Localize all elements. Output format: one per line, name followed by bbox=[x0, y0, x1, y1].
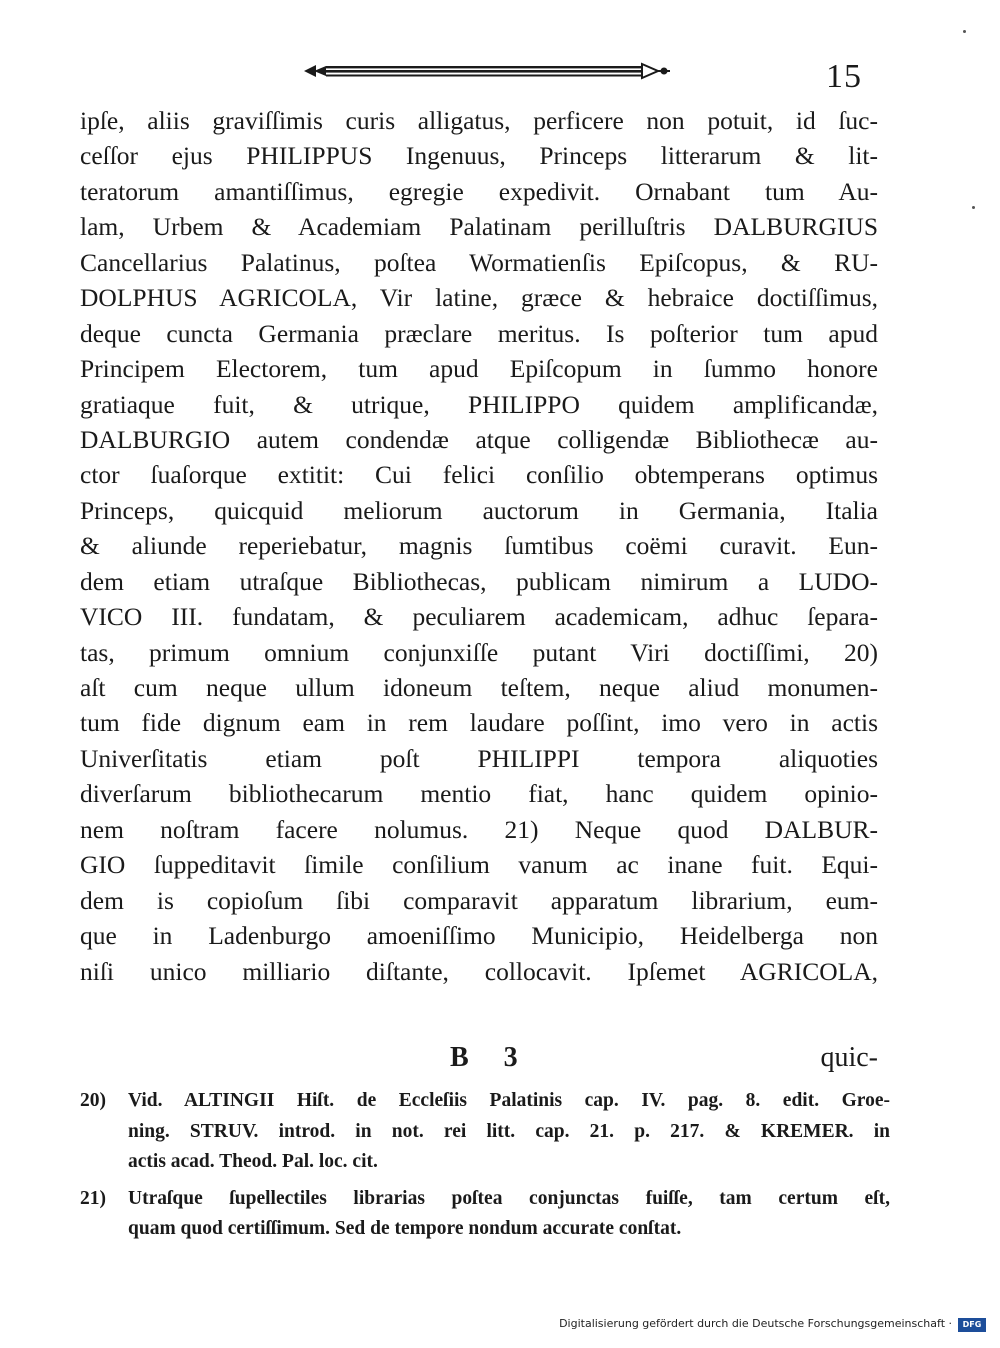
footnotes bbox=[80, 1086, 890, 1251]
text-line: lam, Urbem & Academiam Palatinam perilluſtris DALBURGIUS bbox=[80, 212, 878, 242]
text-line: tas, primum omnium conjunxiſſe putant Viri doctiſſimi, 20) bbox=[80, 637, 878, 667]
text-line: dem is copioſum ſibi comparavit apparatum librarium, eum- bbox=[80, 885, 878, 915]
footnote-number: 20) bbox=[80, 1090, 106, 1111]
text-line: DALBURGIO autem condendæ atque colligendæ Bibliothecæ au- bbox=[80, 424, 878, 454]
text-line: nem noſtram facere nolumus. 21) Neque quod DALBUR- bbox=[80, 814, 878, 844]
footnote bbox=[80, 1086, 890, 1178]
text-line: Princeps, quicquid meliorum auctorum in Germania, Italia bbox=[80, 495, 878, 525]
text-line: & aliunde reperiebatur, magnis ſumtibus coëmi curavit. Eun- bbox=[80, 531, 878, 561]
text-line: deque cuncta Germania præclare meritus. Is poſterior tum apud bbox=[80, 318, 878, 348]
dfg-logo: DFG bbox=[958, 1318, 986, 1332]
footnote-line: Vid. ALTINGII Hiſt. de Eccleſiis Palatinis cap. IV. pag. 8. edit. Groe- bbox=[128, 1090, 890, 1111]
footnote-line: actis acad. Theod. Pal. loc. cit. bbox=[128, 1151, 378, 1172]
footnote-line: quam quod certiſſimum. Sed de tempore nondum accurate conſtat. bbox=[128, 1218, 682, 1239]
footnote bbox=[80, 1184, 890, 1245]
text-line: diverſarum bibliothecarum mentio fiat, hanc quidem opinio- bbox=[80, 779, 878, 809]
text-line: ceſſor ejus PHILIPPUS Ingenuus, Princeps litterarum & lit- bbox=[80, 141, 878, 171]
body-text bbox=[80, 103, 878, 989]
text-line: teratorum amantiſſimus, egregie expedivit. Ornabant tum Au- bbox=[80, 176, 878, 206]
footnote-number: 21) bbox=[80, 1187, 106, 1209]
text-line: DOLPHUS AGRICOLA, Vir latine, græce & hebraice doctiſſimus, bbox=[80, 283, 878, 313]
text-line: gratiaque fuit, & utrique, PHILIPPO quidem amplificandæ, bbox=[80, 389, 878, 419]
text-line: tum fide dignum eam in rem laudare poſſint, imo vero in actis bbox=[80, 708, 878, 738]
text-line: Univerſitatis etiam poſt PHILIPPI tempora aliquoties bbox=[80, 743, 878, 773]
footnote-line: ning. STRUV. introd. in not. rei litt. cap. 21. p. 217. & KREMER. in bbox=[128, 1120, 890, 1142]
text-line: Principem Electorem, tum apud Epiſcopum in ſummo honore bbox=[80, 354, 878, 384]
text-line: Cancellarius Palatinus, poſtea Wormatienſis Epiſcopus, & RU- bbox=[80, 247, 878, 277]
catchword: quic- bbox=[820, 1042, 878, 1073]
text-line: niſi unico milliario diſtante, collocavit. Ipſemet AGRICOLA, bbox=[80, 956, 878, 986]
text-line: ctor ſuaſorque extitit: Cui felici conſilio obtemperans optimus bbox=[80, 460, 878, 490]
text-line: VICO III. fundatam, & peculiarem academicam, adhuc ſepara- bbox=[80, 602, 878, 632]
signature-mark: B 3 bbox=[450, 1042, 532, 1073]
text-line: que in Ladenburgo amoeniſſimo Municipio, Heidelberga non bbox=[80, 921, 878, 951]
text-line: dem etiam utraſque Bibliothecas, publicam nimirum a LUDO- bbox=[80, 566, 878, 596]
scan-speck bbox=[972, 206, 975, 209]
scan-speck bbox=[963, 30, 966, 33]
text-line: GIO ſuppeditavit ſimile conſilium vanum ac inane fuit. Equi- bbox=[80, 850, 878, 880]
digitization-credit: Digitalisierung gefördert durch die Deutsche Forschungsgemeinschaft · bbox=[559, 1317, 952, 1330]
footnote-line: Utraſque ſupellectiles librarias poſtea conjunctas fuiſſe, tam certum eſt, bbox=[128, 1187, 890, 1209]
text-line: ipſe, aliis graviſſimis curis alligatus, perficere non potuit, id ſuc- bbox=[80, 106, 878, 135]
header-ornament-rule bbox=[300, 60, 672, 82]
text-line: aſt cum neque ullum idoneum teſtem, neque aliud monumen- bbox=[80, 673, 878, 702]
page-number: 15 bbox=[826, 58, 862, 95]
signature-line bbox=[80, 1042, 878, 1078]
